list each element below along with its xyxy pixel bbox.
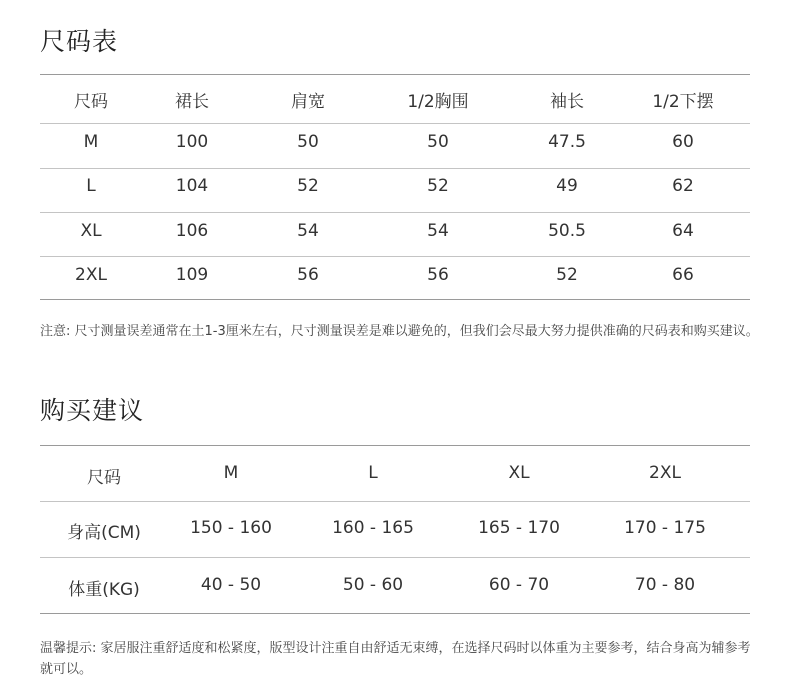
size-chart-cell: 54 bbox=[427, 221, 449, 241]
size-chart-row-label: M bbox=[83, 132, 99, 152]
purchase-advice-cell: 60 - 70 bbox=[488, 575, 550, 595]
purchase-advice-rule bbox=[40, 445, 750, 446]
size-chart-cell: 52 bbox=[297, 176, 319, 196]
size-chart-cell: 47.5 bbox=[548, 132, 586, 152]
purchase-advice-cell: 170 - 175 bbox=[624, 518, 706, 538]
size-chart-rule bbox=[40, 299, 750, 300]
size-chart-header-cell: 1/2胸围 bbox=[407, 92, 469, 112]
size-chart-header-cell: 1/2下摆 bbox=[652, 92, 714, 112]
purchase-advice-cell: 70 - 80 bbox=[634, 575, 696, 595]
size-chart-cell: 52 bbox=[427, 176, 449, 196]
purchase-advice-cell: 50 - 60 bbox=[342, 575, 404, 595]
purchase-advice-note: 温馨提示: 家居服注重舒适度和松紧度，版型设计注重自由舒适无束缚，在选择尺码时以体重为主要参考，结合身高为辅参考就可以。 bbox=[40, 641, 751, 677]
purchase-advice-header-cell: 2XL bbox=[649, 463, 681, 483]
size-chart-rule bbox=[40, 123, 750, 124]
purchase-advice-row-label: 身高(CM) bbox=[67, 523, 141, 543]
size-chart-cell: 56 bbox=[297, 265, 319, 285]
size-chart-cell: 62 bbox=[672, 176, 694, 196]
size-chart-cell: 64 bbox=[672, 221, 694, 241]
size-chart-row-label: XL bbox=[80, 221, 102, 241]
size-chart-rule bbox=[40, 74, 750, 75]
size-chart-note: 注意: 尺寸测量误差通常在土1-3厘米左右，尺寸测量误差是难以避免的，但我们会尽最大努力提供准确的尺码表和购买建议。 bbox=[40, 324, 759, 339]
size-chart-header-cell: 裙长 bbox=[175, 92, 209, 112]
size-chart-title: 尺码表 bbox=[40, 27, 119, 56]
size-chart-rule bbox=[40, 212, 750, 213]
purchase-advice-rule bbox=[40, 613, 750, 614]
purchase-advice-cell: 40 - 50 bbox=[200, 575, 262, 595]
size-chart-header-cell: 肩宽 bbox=[291, 92, 325, 112]
size-chart-cell: 60 bbox=[672, 132, 694, 152]
size-chart-cell: 109 bbox=[175, 265, 209, 285]
size-chart-cell: 50 bbox=[427, 132, 449, 152]
size-chart-cell: 66 bbox=[672, 265, 694, 285]
purchase-advice-row-label: 体重(KG) bbox=[68, 580, 140, 600]
purchase-advice-header-cell: XL bbox=[508, 463, 530, 483]
size-chart-cell: 56 bbox=[427, 265, 449, 285]
purchase-advice-cell: 150 - 160 bbox=[190, 518, 272, 538]
size-chart-cell: 106 bbox=[175, 221, 209, 241]
purchase-advice-cell: 165 - 170 bbox=[478, 518, 560, 538]
purchase-advice-header-cell: L bbox=[368, 463, 378, 483]
size-chart-row-label: L bbox=[86, 176, 96, 196]
size-chart-row-label: 2XL bbox=[75, 265, 107, 285]
size-chart-cell: 100 bbox=[175, 132, 209, 152]
size-chart-rule bbox=[40, 168, 750, 169]
purchase-advice-header-cell: M bbox=[223, 463, 239, 483]
size-chart-cell: 50.5 bbox=[548, 221, 586, 241]
purchase-advice-title: 购买建议 bbox=[40, 396, 145, 425]
size-chart-header-cell: 袖长 bbox=[550, 92, 584, 112]
purchase-advice-cell: 160 - 165 bbox=[332, 518, 414, 538]
size-chart-header-cell: 尺码 bbox=[74, 92, 108, 112]
size-chart-cell: 50 bbox=[297, 132, 319, 152]
purchase-advice-rule bbox=[40, 501, 750, 502]
size-chart-rule bbox=[40, 256, 750, 257]
purchase-advice-header-cell: 尺码 bbox=[87, 468, 121, 488]
size-chart-cell: 49 bbox=[556, 176, 578, 196]
size-chart-cell: 104 bbox=[175, 176, 209, 196]
purchase-advice-rule bbox=[40, 557, 750, 558]
size-chart-cell: 54 bbox=[297, 221, 319, 241]
size-chart-cell: 52 bbox=[556, 265, 578, 285]
